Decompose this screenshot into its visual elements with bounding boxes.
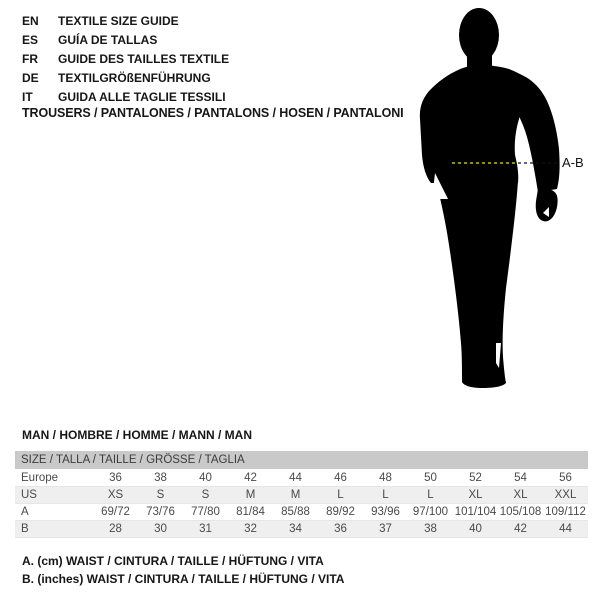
table-cell: 69/72 [93, 504, 138, 521]
table-cell: L [318, 487, 363, 504]
table-cell: S [183, 487, 228, 504]
table-row-us [15, 487, 588, 504]
table-cell: 81/84 [228, 504, 273, 521]
silhouette-right-hand [536, 189, 558, 222]
table-cell: 93/96 [363, 504, 408, 521]
table-cell: 44 [543, 521, 588, 538]
footnotes [22, 552, 344, 588]
table-cell: XL [453, 487, 498, 504]
table-row-a [15, 504, 588, 521]
table-cell: 32 [228, 521, 273, 538]
section-title: MAN / HOMBRE / HOMME / MANN / MAN [22, 428, 252, 442]
language-row [22, 50, 229, 69]
table-cell: S [138, 487, 183, 504]
silhouette-right-arm [511, 71, 560, 192]
table-cell: 37 [363, 521, 408, 538]
measure-label: A-B [562, 155, 584, 170]
man-silhouette [405, 5, 600, 395]
table-cell: 42 [228, 470, 273, 487]
table-cell: 77/80 [183, 504, 228, 521]
table-cell: XXL [543, 487, 588, 504]
language-code: DE [22, 71, 39, 85]
table-cell: 38 [138, 470, 183, 487]
table-row-b [15, 521, 588, 538]
table-cell: 40 [183, 470, 228, 487]
table-cell: M [273, 487, 318, 504]
language-label: TEXTILE SIZE GUIDE [58, 14, 179, 28]
row-label: B [15, 521, 93, 538]
table-cell: 42 [498, 521, 543, 538]
table-cell: 28 [93, 521, 138, 538]
footnote-a: A. (cm) WAIST / CINTURA / TAILLE / HÜFTUNG / VITA [22, 554, 324, 568]
table-cell: 50 [408, 470, 453, 487]
table-cell: 109/112 [543, 504, 588, 521]
table-cell: 36 [93, 470, 138, 487]
table-cell: 38 [408, 521, 453, 538]
size-table-grid [15, 470, 588, 538]
table-cell: 85/88 [273, 504, 318, 521]
table-cell: 36 [318, 521, 363, 538]
language-code: ES [22, 33, 39, 47]
table-cell: 56 [543, 470, 588, 487]
language-label: TEXTILGRÖßENFÜHRUNG [58, 71, 211, 85]
table-cell: L [363, 487, 408, 504]
row-label: A [15, 504, 93, 521]
table-cell: 30 [138, 521, 183, 538]
table-cell: 73/76 [138, 504, 183, 521]
table-cell: M [228, 487, 273, 504]
silhouette-legs [431, 181, 518, 388]
language-row [22, 88, 229, 107]
table-cell: 101/104 [453, 504, 498, 521]
size-table [15, 451, 588, 538]
language-row [22, 12, 229, 31]
table-cell: 46 [318, 470, 363, 487]
language-code: FR [22, 52, 38, 66]
language-row [22, 31, 229, 50]
table-cell: 97/100 [408, 504, 453, 521]
table-cell: L [408, 487, 453, 504]
table-cell: 31 [183, 521, 228, 538]
language-list [22, 12, 229, 107]
table-cell: 52 [453, 470, 498, 487]
language-label: GUÍA DE TALLAS [58, 33, 158, 47]
language-row [22, 69, 229, 88]
table-row-europe [15, 470, 588, 487]
table-cell: 44 [273, 470, 318, 487]
size-table-header: SIZE / TALLA / TAILLE / GRÖSSE / TAGLIA [15, 451, 588, 469]
row-label: US [15, 487, 93, 504]
table-cell: XL [498, 487, 543, 504]
product-heading: TROUSERS / PANTALONES / PANTALONS / HOSEN / PANTALONI [22, 106, 404, 120]
table-cell: 54 [498, 470, 543, 487]
language-label: GUIDE DES TAILLES TEXTILE [58, 52, 230, 66]
language-label: GUIDA ALLE TAGLIE TESSILI [58, 90, 226, 104]
row-label: Europe [15, 470, 93, 487]
table-cell: 40 [453, 521, 498, 538]
table-cell: 34 [273, 521, 318, 538]
footnote-b: B. (inches) WAIST / CINTURA / TAILLE / HÜFTUNG / VITA [22, 572, 345, 586]
table-cell: 48 [363, 470, 408, 487]
language-code: EN [22, 14, 39, 28]
table-cell: 105/108 [498, 504, 543, 521]
table-cell: 89/92 [318, 504, 363, 521]
language-code: IT [22, 90, 33, 104]
table-cell: XS [93, 487, 138, 504]
